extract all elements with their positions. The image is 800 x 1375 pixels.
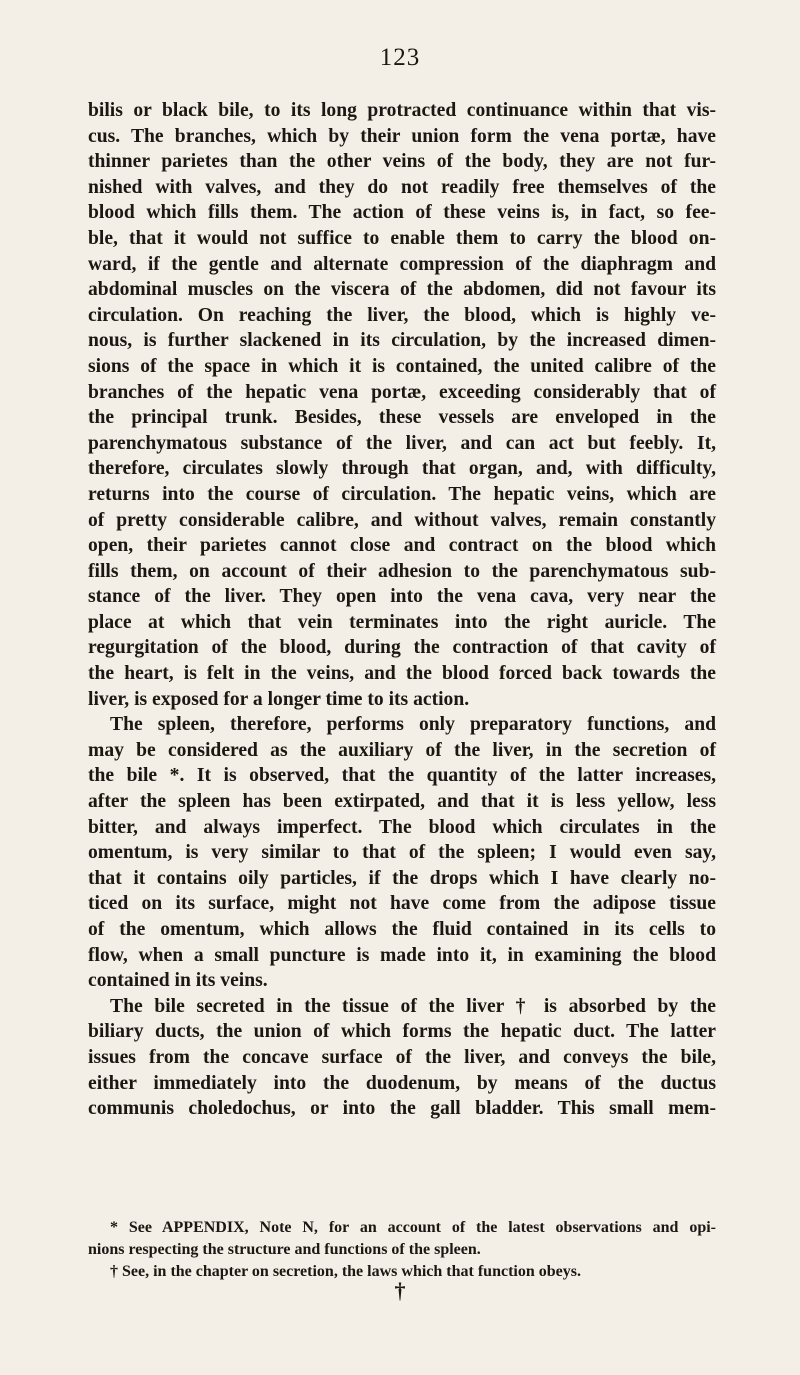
body-line: ward, if the gentle and alternate compression of the diaphragm and [88,253,716,275]
body-line: of the omentum, which allows the fluid contained in its cells to [88,919,716,940]
body-line: The spleen, therefore, performs only preparatory functions, and [110,714,716,736]
body-line: abdominal muscles on the viscera of the abdomen, did not favour its [88,279,716,301]
body-line: the bile *. It is observed, that the quantity of the latter increases, [88,765,716,787]
body-line: the principal trunk. Besides, these vessels are enveloped in the [88,407,716,429]
body-line: cus. The branches, which by their union form the vena portæ, have [88,125,716,147]
body-line: therefore, circulates slowly through that organ, and, with difficulty, [88,458,716,480]
footnote-line: nions respecting the structure and functions of the spleen. [88,1241,481,1258]
body-line: issues from the concave surface of the liver, and conveys the bile, [88,1046,716,1068]
body-line: thinner parietes than the other veins of the body, they are not fur- [88,151,716,173]
body-line: The bile secreted in the tissue of the liver † is absorbed by the [110,995,716,1017]
body-line: bilis or black bile, to its long protracted continuance within that vis- [88,100,716,121]
body-line: either immediately into the duodenum, by means of the ductus [88,1072,716,1094]
body-line: sions of the space in which it is contained, the united calibre of the [88,355,716,377]
body-line: omentum, is very similar to that of the spleen; I would even say, [88,842,716,864]
footnotes [88,1217,716,1283]
footnote-line: * See APPENDIX, Note N, for an account of the latest observations and opi- [110,1219,716,1236]
body-line: of pretty considerable calibre, and without valves, remain constantly [88,509,716,531]
body-line: after the spleen has been extirpated, and that it is less yellow, less [88,791,716,813]
body-line: nous, is further slackened in its circulation, by the increased dimen- [88,330,716,352]
body-text [88,98,716,1122]
body-line: ticed on its surface, might not have come from the adipose tissue [88,893,716,915]
footnote-line: † See, in the chapter on secretion, the laws which that function obeys. [110,1263,581,1280]
body-line: ble, that it would not suffice to enable them to carry the blood on- [88,227,716,249]
body-line: communis choledochus, or into the gall bladder. This small mem- [88,1098,716,1120]
body-line: fills them, on account of their adhesion to the parenchymatous sub- [88,560,716,582]
body-line: regurgitation of the blood, during the contraction of that cavity of [88,637,716,659]
page-number: 123 [379,44,421,71]
body-line: biliary ducts, the union of which forms the hepatic duct. The latter [88,1021,716,1043]
body-line: may be considered as the auxiliary of the liver, in the secretion of [88,739,716,761]
body-line: parenchymatous substance of the liver, and can act but feebly. It, [88,432,716,454]
body-line: bitter, and always imperfect. The blood which circulates in the [88,816,716,838]
body-line: circulation. On reaching the liver, the blood, which is highly ve- [88,304,716,326]
body-line: contained in its veins. [88,970,268,992]
body-line: that it contains oily particles, if the drops which I have clearly no- [88,867,716,889]
signature-mark: † [394,1278,406,1303]
body-line: nished with valves, and they do not readily free themselves of the [88,176,716,198]
body-line: liver, is exposed for a longer time to its action. [88,688,470,710]
body-line: place at which that vein terminates into the right auricle. The [88,611,716,633]
body-line: stance of the liver. They open into the vena cava, very near the [88,586,716,608]
body-line: blood which fills them. The action of these veins is, in fact, so fee- [88,202,716,224]
body-line: flow, when a small puncture is made into it, in examining the blood [88,944,716,966]
body-line: branches of the hepatic vena portæ, exceeding considerably that of [88,381,716,403]
body-line: the heart, is felt in the veins, and the blood forced back towards the [88,663,716,685]
body-line: open, their parietes cannot close and contract on the blood which [88,535,716,557]
body-line: returns into the course of circulation. The hepatic veins, which are [88,483,716,505]
